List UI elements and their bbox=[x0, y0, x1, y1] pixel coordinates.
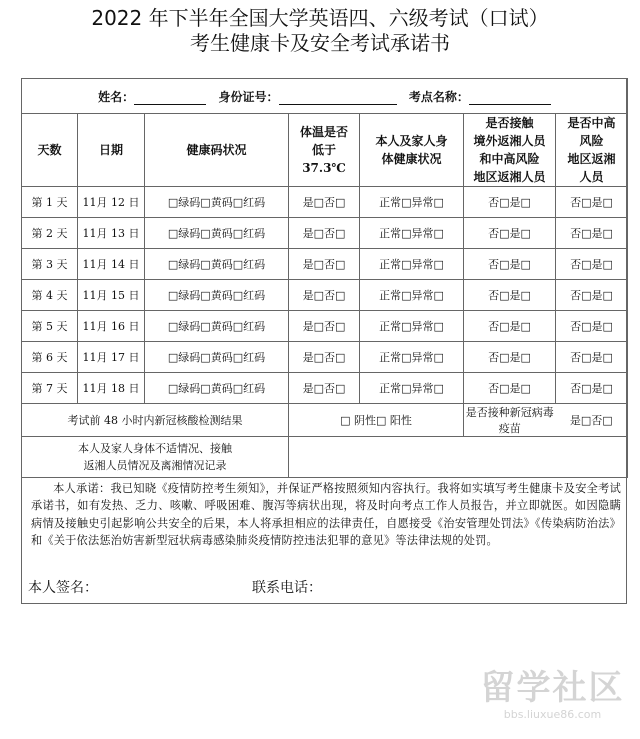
abnormal-label-line: 返湘人员情况及离湘情况记录 bbox=[83, 459, 227, 472]
health-code-options[interactable]: □绿码□黄码□红码 bbox=[145, 280, 289, 311]
name-label: 姓名： bbox=[98, 89, 135, 104]
date-cell: 11月 15 日 bbox=[78, 280, 145, 311]
abnormal-record-field[interactable] bbox=[289, 437, 628, 478]
risk-area-options[interactable]: 否□是□ bbox=[556, 373, 628, 404]
personal-info-row bbox=[22, 79, 628, 114]
signature-label: 本人签名： bbox=[28, 580, 98, 596]
header-contact-line: 地区返湘人员 bbox=[473, 170, 546, 184]
day-cell: 第 2 天 bbox=[22, 218, 78, 249]
header-temperature bbox=[289, 114, 360, 187]
watermark bbox=[470, 668, 635, 722]
watermark-logo: 留学社区 bbox=[480, 668, 625, 708]
family-health-options[interactable]: 正常□异常□ bbox=[360, 342, 464, 373]
health-code-options[interactable]: □绿码□黄码□红码 bbox=[145, 218, 289, 249]
header-risk-area bbox=[556, 114, 628, 187]
day-cell: 第 7 天 bbox=[22, 373, 78, 404]
document-title: 2022 年下半年全国大学英语四、六级考试（口试） bbox=[91, 6, 549, 30]
health-code-options[interactable]: □绿码□黄码□红码 bbox=[145, 249, 289, 280]
nucleic-test-row bbox=[22, 404, 628, 437]
header-temp-line: 低于 bbox=[311, 143, 336, 157]
day-cell: 第 4 天 bbox=[22, 280, 78, 311]
risk-area-options[interactable]: 否□是□ bbox=[556, 187, 628, 218]
health-code-options[interactable]: □绿码□黄码□红码 bbox=[145, 373, 289, 404]
family-health-options[interactable]: 正常□异常□ bbox=[360, 187, 464, 218]
day-cell: 第 5 天 bbox=[22, 311, 78, 342]
table-row bbox=[22, 249, 628, 280]
table-row bbox=[22, 280, 628, 311]
health-code-options[interactable]: □绿码□黄码□红码 bbox=[145, 342, 289, 373]
health-card-table bbox=[21, 78, 628, 478]
contact-options[interactable]: 否□是□ bbox=[464, 373, 556, 404]
risk-area-options[interactable]: 否□是□ bbox=[556, 280, 628, 311]
table-header-row bbox=[22, 114, 628, 187]
header-date: 日期 bbox=[78, 114, 145, 187]
risk-area-options[interactable]: 否□是□ bbox=[556, 342, 628, 373]
temperature-options[interactable]: 是□否□ bbox=[289, 218, 360, 249]
phone-label: 联系电话： bbox=[252, 580, 322, 596]
abnormal-record-row bbox=[22, 437, 628, 478]
temperature-options[interactable]: 是□否□ bbox=[289, 280, 360, 311]
document-subtitle: 考生健康卡及安全考试承诺书 bbox=[190, 31, 450, 55]
name-field[interactable] bbox=[134, 91, 206, 105]
table-row bbox=[22, 342, 628, 373]
abnormal-record-label bbox=[22, 437, 289, 478]
id-number-field[interactable] bbox=[279, 91, 397, 105]
table-row bbox=[22, 373, 628, 404]
date-cell: 11月 16 日 bbox=[78, 311, 145, 342]
date-cell: 11月 14 日 bbox=[78, 249, 145, 280]
watermark-url: bbs.liuxue86.com bbox=[503, 708, 602, 721]
header-family-line: 体健康状况 bbox=[381, 152, 442, 166]
date-cell: 11月 17 日 bbox=[78, 342, 145, 373]
table-row bbox=[22, 187, 628, 218]
header-contact-line: 和中高风险 bbox=[479, 152, 540, 166]
family-health-options[interactable]: 正常□异常□ bbox=[360, 249, 464, 280]
header-contact-line: 是否接触 bbox=[485, 116, 534, 130]
venue-label: 考点名称： bbox=[408, 89, 469, 104]
day-cell: 第 6 天 bbox=[22, 342, 78, 373]
day-cell: 第 3 天 bbox=[22, 249, 78, 280]
header-risk-line: 人员 bbox=[579, 170, 604, 184]
header-risk-line: 地区返湘 bbox=[567, 152, 616, 166]
abnormal-label-line: 本人及家人身体不适情况、接触 bbox=[78, 442, 232, 455]
nucleic-test-label: 考试前 48 小时内新冠核酸检测结果 bbox=[22, 404, 289, 437]
venue-field[interactable] bbox=[469, 91, 551, 105]
header-contact-line: 境外返湘人员 bbox=[473, 134, 546, 148]
risk-area-options[interactable]: 否□是□ bbox=[556, 218, 628, 249]
risk-area-options[interactable]: 否□是□ bbox=[556, 311, 628, 342]
contact-options[interactable]: 否□是□ bbox=[464, 187, 556, 218]
header-temp-line: 体温是否 bbox=[299, 125, 348, 139]
header-risk-line: 风险 bbox=[579, 134, 604, 148]
commitment-text: 本人承诺：我已知晓《疫情防控考生须知》，并保证严格按照须知内容执行。我将如实填写考生健康卡及安全考试承诺书，如有发热、乏力、咳嗽、呼吸困难、腹泻等病状出现，将及时向考点工作人员报告，并立即就医。如因隐瞒病情及接触史引起影响公共安全的后果，本人将承担相应的法律责任，自愿接受《治安管理处罚法》《传染病防治法》和《关于依法惩治妨害新型冠状病毒感染肺炎疫情防控违法犯罪的意见》等法律法规的处罚。 bbox=[31, 482, 621, 548]
commitment-statement bbox=[31, 480, 621, 550]
temperature-options[interactable]: 是□否□ bbox=[289, 373, 360, 404]
temperature-options[interactable]: 是□否□ bbox=[289, 342, 360, 373]
health-code-options[interactable]: □绿码□黄码□红码 bbox=[145, 311, 289, 342]
header-family-health bbox=[360, 114, 464, 187]
header-temp-line: 37.3℃ bbox=[302, 161, 346, 175]
contact-options[interactable]: 否□是□ bbox=[464, 218, 556, 249]
nucleic-test-options[interactable]: □ 阴性□ 阳性 bbox=[289, 404, 464, 437]
family-health-options[interactable]: 正常□异常□ bbox=[360, 373, 464, 404]
family-health-options[interactable]: 正常□异常□ bbox=[360, 280, 464, 311]
header-risk-line: 是否中高 bbox=[567, 116, 616, 130]
vaccine-options[interactable]: 是□否□ bbox=[556, 404, 628, 437]
date-cell: 11月 18 日 bbox=[78, 373, 145, 404]
header-family-line: 本人及家人身 bbox=[375, 134, 448, 148]
health-code-options[interactable]: □绿码□黄码□红码 bbox=[145, 187, 289, 218]
header-contact bbox=[464, 114, 556, 187]
table-row bbox=[22, 218, 628, 249]
header-health-code: 健康码状况 bbox=[145, 114, 289, 187]
table-row bbox=[22, 311, 628, 342]
contact-options[interactable]: 否□是□ bbox=[464, 280, 556, 311]
day-cell: 第 1 天 bbox=[22, 187, 78, 218]
contact-options[interactable]: 否□是□ bbox=[464, 342, 556, 373]
contact-options[interactable]: 否□是□ bbox=[464, 311, 556, 342]
risk-area-options[interactable]: 否□是□ bbox=[556, 249, 628, 280]
vaccine-label: 是否接种新冠病毒疫苗 bbox=[464, 404, 556, 437]
temperature-options[interactable]: 是□否□ bbox=[289, 311, 360, 342]
date-cell: 11月 13 日 bbox=[78, 218, 145, 249]
contact-options[interactable]: 否□是□ bbox=[464, 249, 556, 280]
family-health-options[interactable]: 正常□异常□ bbox=[360, 311, 464, 342]
family-health-options[interactable]: 正常□异常□ bbox=[360, 218, 464, 249]
id-label: 身份证号： bbox=[218, 89, 279, 104]
date-cell: 11月 12 日 bbox=[78, 187, 145, 218]
header-day: 天数 bbox=[22, 114, 78, 187]
temperature-options[interactable]: 是□否□ bbox=[289, 187, 360, 218]
temperature-options[interactable]: 是□否□ bbox=[289, 249, 360, 280]
